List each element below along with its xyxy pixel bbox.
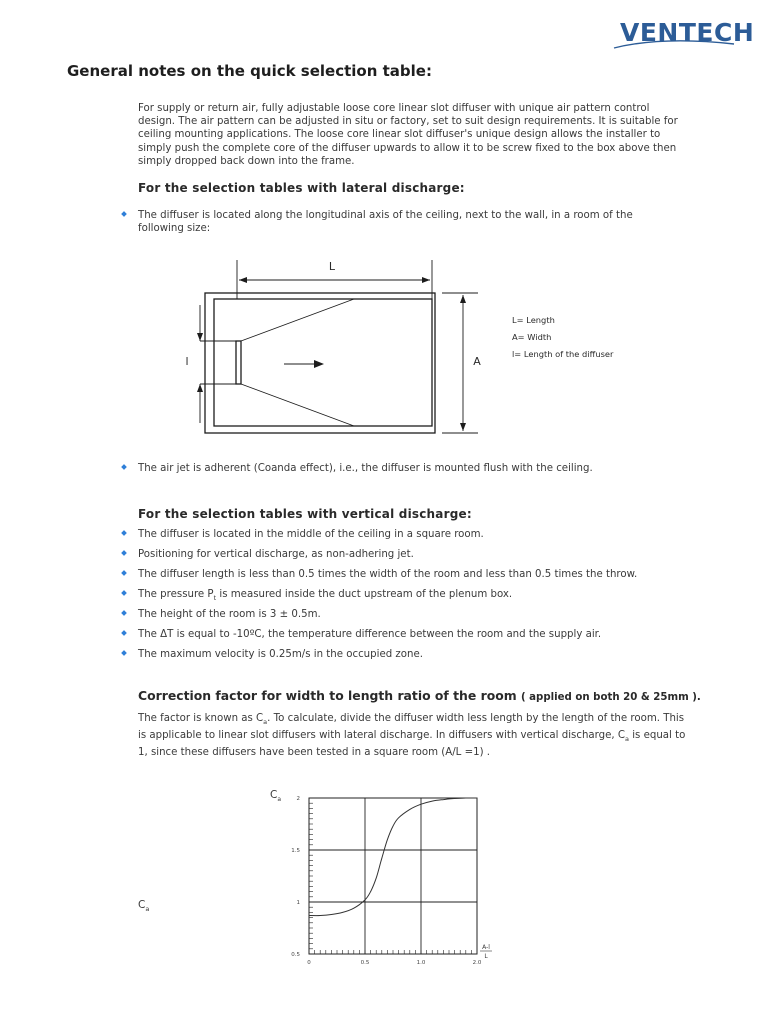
y-tick-label: 1.5 <box>291 848 300 854</box>
y-tick-label: 0.5 <box>291 952 300 958</box>
page-title: General notes on the quick selection table: <box>67 62 432 80</box>
diagram-legend <box>512 312 613 363</box>
legend-item: L= Length <box>512 315 555 325</box>
bullet-icon <box>121 590 127 596</box>
y-axis-label: $C_a$ <box>270 789 282 803</box>
chart-ticks <box>291 796 482 966</box>
ca-curve <box>309 798 477 916</box>
correction-section-title: Correction factor for width to length ratio of the room ( applied on both 20 & 25mm ). <box>138 688 701 703</box>
list-item: The pressure $P_t$ is measured inside the duct upstream of the plenum box. <box>120 588 680 605</box>
vertical-section-title: For the selection tables with vertical discharge: <box>138 507 472 521</box>
x-axis-label-den: L <box>484 953 488 960</box>
bullet-icon <box>121 610 127 616</box>
list-item: The diffuser is located in the middle of the ceiling in a square room. <box>120 528 680 541</box>
x-tick-label: 0 <box>307 960 311 966</box>
ca-side-label: $C_a$ <box>138 899 150 914</box>
legend-item: A= Width <box>512 332 552 342</box>
chart-grid <box>309 798 477 954</box>
list-item: The air jet is adherent (Coanda effect), i.e., the diffuser is mounted flush with the ceiling. <box>120 462 680 475</box>
bullet-icon <box>121 464 127 470</box>
bullet-icon <box>121 630 127 636</box>
list-item: The height of the room is 3 ± 0.5m. <box>120 608 680 621</box>
bullet-icon <box>121 530 127 536</box>
bullet-icon <box>121 211 127 217</box>
logo-swoosh <box>612 38 737 52</box>
bullet-icon <box>121 570 127 576</box>
chart-frame <box>309 798 477 954</box>
length-label: L <box>328 260 336 273</box>
y-tick-label: 1 <box>296 900 300 906</box>
x-tick-label: 2.0 <box>472 960 482 966</box>
list-item: The diffuser is located along the longitudinal axis of the ceiling, next to the wall, in a room of the following size: <box>120 209 680 235</box>
list-item: Positioning for vertical discharge, as non-adhering jet. <box>120 548 680 561</box>
ventech-logo: VENTECH <box>620 18 755 47</box>
correction-factor-chart <box>260 782 500 972</box>
lateral-section-title: For the selection tables with lateral discharge: <box>138 181 465 195</box>
width-label: A <box>473 355 481 368</box>
correction-paragraph: The factor is known as $C_a$. To calculate, divide the diffuser width less length by the length of the room. This is applicable to linear slot diffusers with lateral discharge. In diffusers with vertical discharge, $C_a$ is equal to 1, since these diffusers have been tested in a square room (A/L =1) . <box>138 713 686 759</box>
legend-item: l= Length of the diffuser <box>512 349 614 359</box>
room-diagram <box>180 255 500 445</box>
x-tick-label: 0.5 <box>360 960 370 966</box>
bullet-icon <box>121 650 127 656</box>
bullet-icon <box>121 550 127 556</box>
y-tick-label: 2 <box>296 796 300 802</box>
x-axis-label-num: A-l <box>482 944 490 951</box>
list-item: The ΔT is equal to -10ºC, the temperature difference between the room and the supply air. <box>120 628 680 641</box>
x-tick-label: 1.0 <box>416 960 426 966</box>
list-item: The diffuser length is less than 0.5 times the width of the room and less than 0.5 times the throw. <box>120 568 680 581</box>
list-item: The maximum velocity is 0.25m/s in the occupied zone. <box>120 648 680 661</box>
intro-paragraph: For supply or return air, fully adjustable loose core linear slot diffuser with unique air pattern control design. The air pattern can be adjusted in situ or factory, set to suit design requirements. It is suitable for ceiling mounting applications. The loose core linear slot diffuser's unique design allows the installer to simply push the complete core of the diffuser upwards to allow it to be screw fixed to the box above then simply dropped back down into the frame. <box>138 103 678 167</box>
diffuser-length-label: l <box>185 355 189 368</box>
